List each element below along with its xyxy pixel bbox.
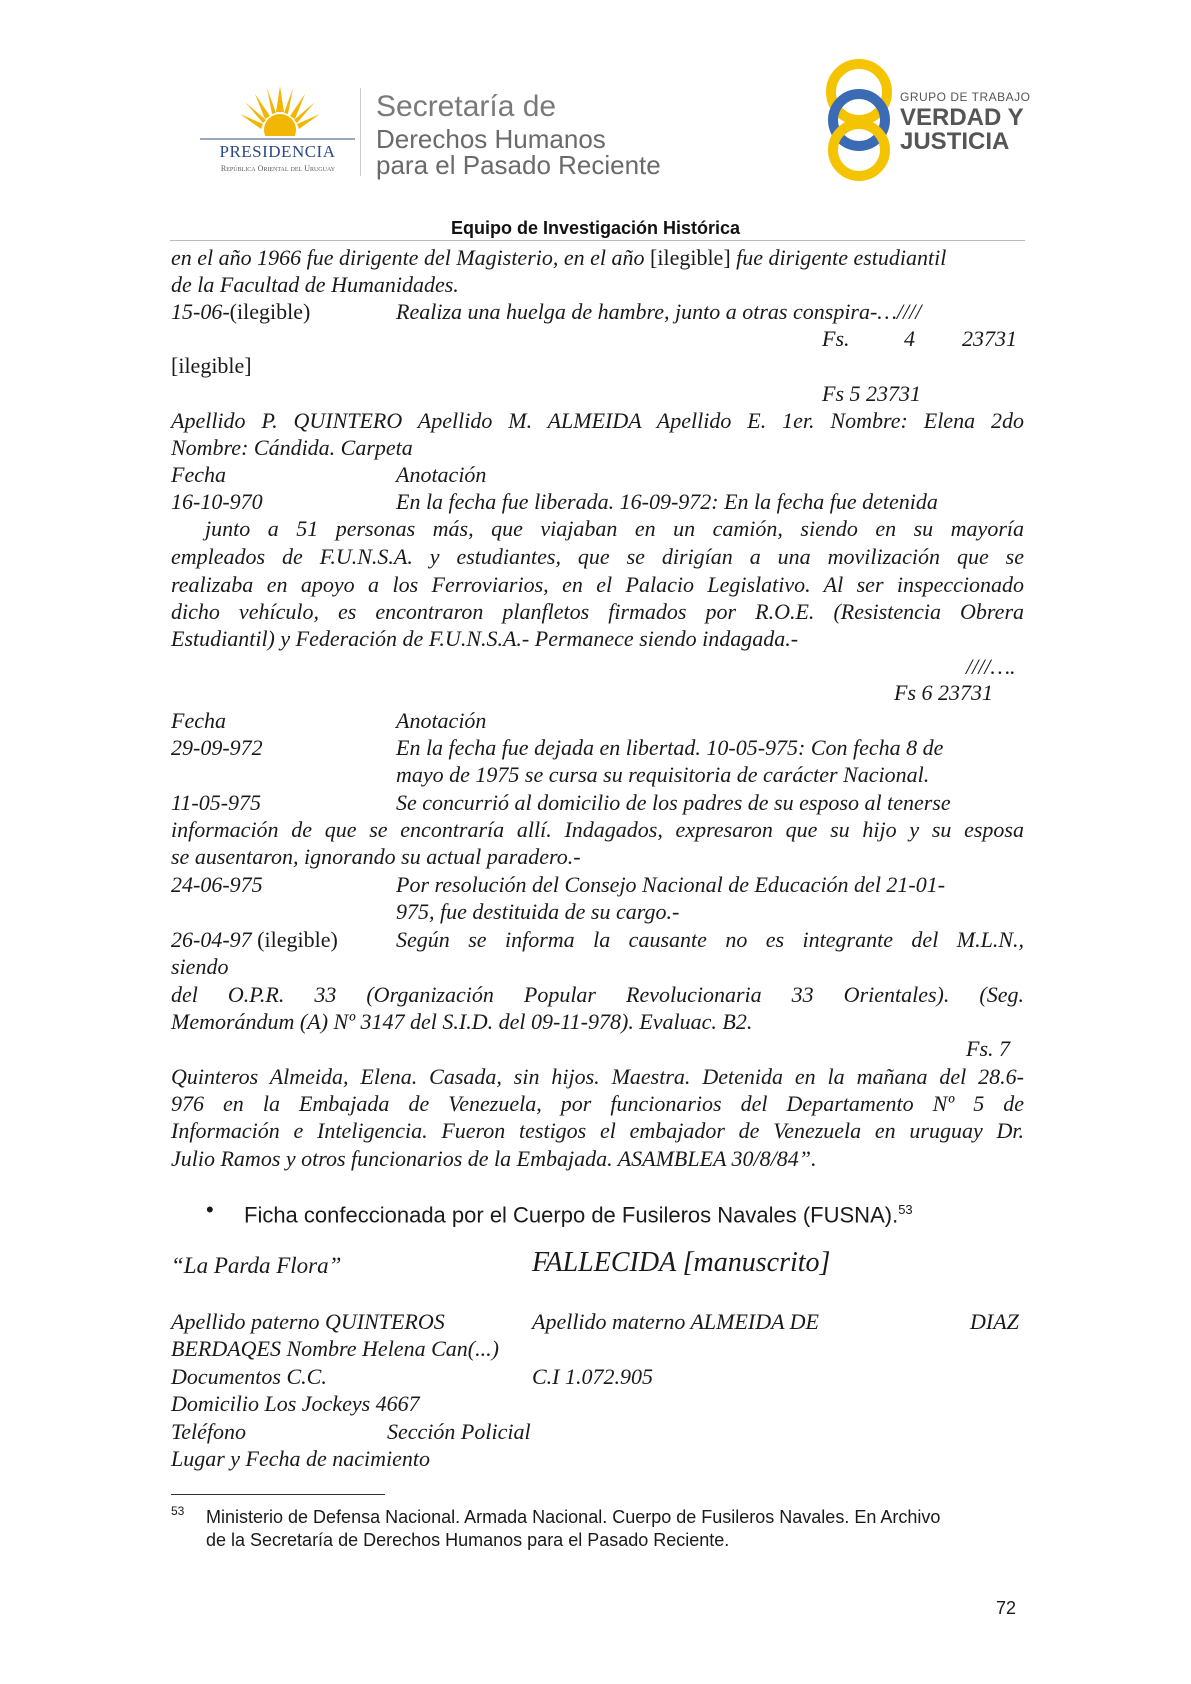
continuation-mark: ////…. (966, 654, 1016, 679)
verdad-label: VERDAD Y (900, 104, 1024, 131)
body-line: Documentos C.C. (171, 1364, 327, 1389)
presidencia-sublabel: República Oriental del Uruguay (220, 164, 336, 173)
body-line: de la Facultad de Humanidades. (171, 272, 459, 297)
date: 15-06- (171, 299, 230, 324)
text-run: [ilegible] (650, 245, 731, 270)
folio-label: 23731 (962, 326, 1017, 351)
column-header: Anotación (396, 708, 487, 733)
body-line: Lugar y Fecha de nacimiento (171, 1446, 431, 1471)
body-line: mayo de 1975 se cursa su requisitoria de carácter Nacional. (396, 762, 930, 787)
text-run: fue dirigente estudiantil (730, 245, 947, 270)
body-line: Apellido paterno QUINTEROS (171, 1309, 445, 1334)
body-line: BERDAQES Nombre Helena Can(...) (171, 1336, 499, 1361)
bullet-icon: • (206, 1197, 214, 1222)
body-line: En la fecha fue dejada en libertad. 10-05-975: Con fecha 8 de (396, 735, 944, 760)
column-header: Fecha (171, 462, 226, 487)
body-line: Apellido materno ALMEIDA DE (532, 1309, 819, 1334)
body-line: 975, fue destituida de su cargo.- (396, 899, 680, 924)
date: 16-10-970 (171, 489, 263, 514)
body-line: se ausentaron, ignorando su actual paradero.- (171, 844, 581, 869)
body-line: [ilegible] (171, 353, 252, 378)
body-line: Apellido P. QUINTERO Apellido M. ALMEIDA Apellido E. 1er. Nombre: Elena 2do (171, 408, 1024, 433)
body-line (171, 244, 1024, 272)
folio-label: Fs. (822, 326, 850, 351)
body-line: C.I 1.072.905 (532, 1364, 653, 1389)
body-line: realizaba en apoyo a los Ferroviarios, en el Palacio Legislativo. Al ser inspeccionado (171, 572, 1024, 597)
text-run: (ilegible) (229, 299, 311, 324)
ficha-heading-text: Ficha confeccionada por el Cuerpo de Fusileros Navales (FUSNA). (244, 1202, 899, 1228)
body-line: Nombre: Cándida. Carpeta (171, 435, 413, 460)
folio-label: Fs 5 23731 (822, 381, 921, 406)
body-line: información de que se encontraría allí. Indagados, expresaron que su hijo y su esposa (171, 817, 1024, 842)
body-line: Por resolución del Consejo Nacional de Educación del 21-01- (396, 872, 946, 897)
body-line: Estudiantil) y Federación de F.U.N.S.A.- Permanece siendo indagada.- (171, 626, 799, 651)
secretaria-line-1: Secretaría de (376, 90, 557, 123)
secretaria-line-2: Derechos Humanos (376, 124, 606, 154)
body-line: Teléfono (171, 1419, 246, 1444)
folio-label: Fs 6 23731 (894, 680, 993, 705)
footnote-line: Ministerio de Defensa Nacional. Armada Nacional. Cuerpo de Fusileros Navales. En Archivo (206, 1507, 941, 1527)
footnote-rule (171, 1494, 385, 1495)
body-line: Quinteros Almeida, Elena. Casada, sin hijos. Maestra. Detenida en la mañana del 28.6- (171, 1064, 1024, 1089)
ficha-heading (244, 1196, 913, 1229)
body-line: Información e Inteligencia. Fueron testigos el embajador de Venezuela en uruguay Dr. (171, 1118, 1024, 1143)
body-line: 976 en la Embajada de Venezuela, por funcionarios del Departamento Nº 5 de (171, 1091, 1024, 1116)
body-line: empleados de F.U.N.S.A. y estudiantes, que se dirigían a una movilización que se (171, 544, 1024, 569)
footnote-number: 53 (171, 1504, 185, 1518)
text-run: (ilegible) (251, 927, 338, 952)
body-line: Domicilio Los Jockeys 4667 (171, 1391, 420, 1416)
date: 29-09-972 (171, 735, 263, 760)
grupo-trabajo-label: GRUPO DE TRABAJO (900, 90, 1031, 104)
body-line: dicho vehículo, es encontraron planfletos firmados por R.O.E. (Resistencia Obrera (171, 599, 1024, 624)
body-line: Realiza una huelga de hambre, junto a otras conspira-…//// (396, 299, 922, 324)
body-line: Julio Ramos y otros funcionarios de la Embajada. ASAMBLEA 30/8/84”. (171, 1146, 817, 1171)
secretaria-line-3: para el Pasado Reciente (376, 150, 661, 180)
body-line: Memorándum (A) Nº 3147 del S.I.D. del 09-11-978). Evaluac. B2. (171, 1009, 753, 1034)
equipo-title: Equipo de Investigación Histórica (450, 218, 741, 238)
presidencia-label: PRESIDENCIA (219, 142, 336, 161)
body-line: del O.P.R. 33 (Organización Popular Revolucionaria 33 Orientales). (Seg. (171, 982, 1024, 1007)
column-header: Fecha (171, 708, 226, 733)
body-line: Según se informa la causante no es integrante del M.L.N., (396, 927, 1024, 952)
folio-label: 4 (904, 326, 915, 351)
body-line: DIAZ (970, 1309, 1019, 1334)
body-line (171, 298, 310, 326)
folio-label: Fs. 7 (966, 1036, 1010, 1061)
body-line: En la fecha fue liberada. 16-09-972: En la fecha fue detenida (396, 489, 938, 514)
page-number: 72 (996, 1598, 1017, 1618)
manuscript-note: FALLECIDA [manuscrito] (532, 1247, 831, 1278)
date: 24-06-975 (171, 872, 263, 897)
body-line: Se concurrió al domicilio de los padres de su esposo al tenerse (396, 790, 951, 815)
justicia-label: JUSTICIA (900, 128, 1010, 155)
body-line: Sección Policial (387, 1419, 531, 1444)
date: 26-04-97 (171, 927, 252, 952)
body-line: junto a 51 personas más, que viajaban en un camión, siendo en su mayoría (205, 516, 1024, 541)
body-line: siendo (171, 954, 229, 979)
text-run: en el año 1966 fue dirigente del Magisterio, en el año (171, 245, 651, 270)
body-line (171, 926, 338, 954)
body-line: “La Parda Flora” (171, 1253, 342, 1278)
date: 11-05-975 (171, 790, 262, 815)
footnote-ref: 53 (898, 1202, 913, 1217)
footnote-line: de la Secretaría de Derechos Humanos para el Pasado Reciente. (206, 1530, 730, 1550)
column-header: Anotación (396, 462, 487, 487)
